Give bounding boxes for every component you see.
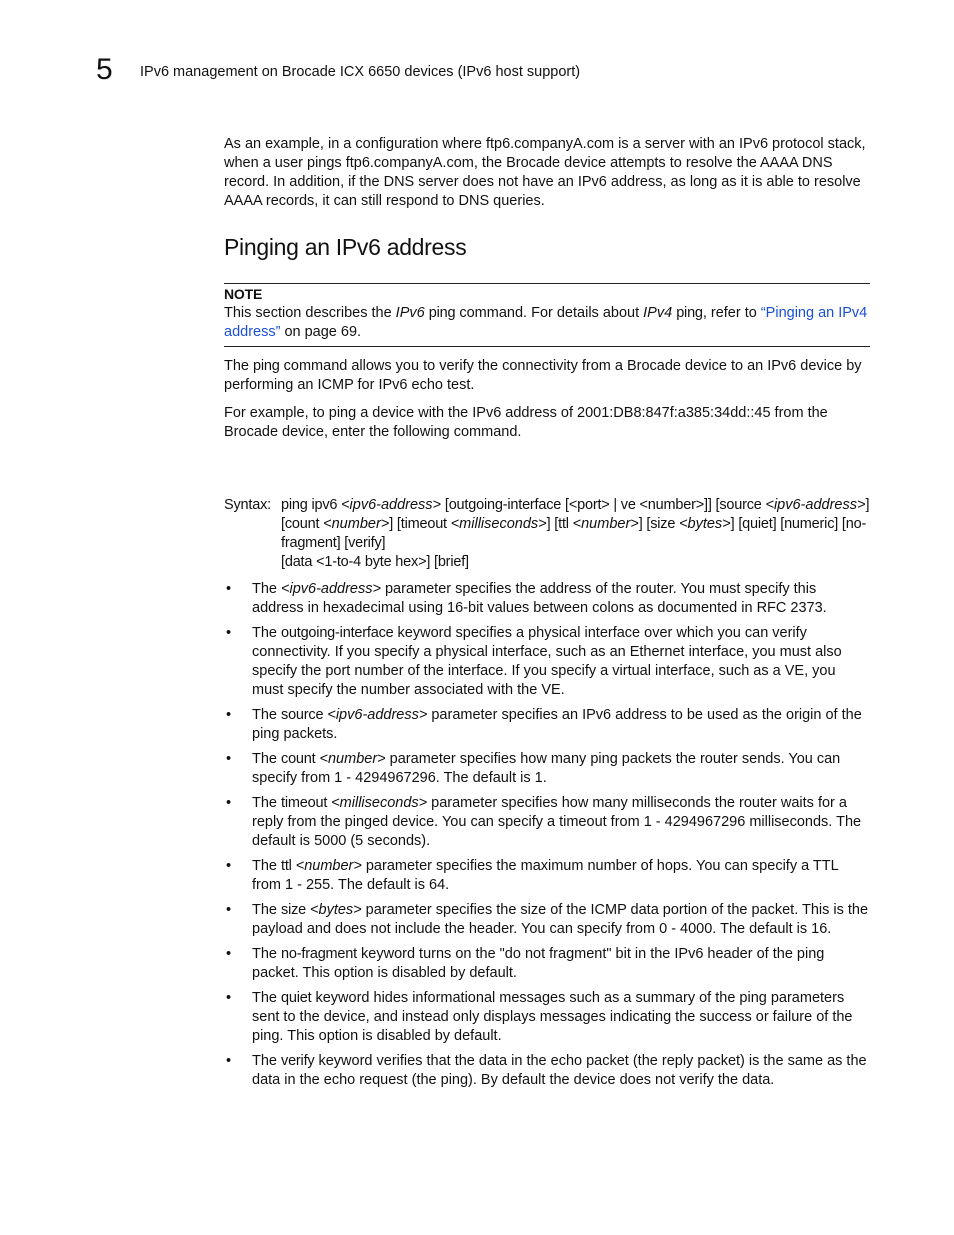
bullet-text: The: [252, 990, 282, 1006]
bullet-param: <ipv6-address>: [281, 581, 381, 597]
section-title: Pinging an IPv6 address: [224, 234, 467, 260]
bullet-text: parameter specifies the address of the router. You must specify this address in hexadecimal using 16-bit values between colons as documented in RFC 2373.: [252, 581, 827, 616]
bullet-text: parameter specifies how many ping packets the router sends. You can specify from 1 - 4294967296. The default is 1.: [252, 751, 841, 786]
parameter-list: [224, 580, 870, 1096]
list-item: [224, 580, 870, 618]
syntax-part: ] [timeout: [389, 516, 451, 532]
bullet-text: The: [252, 751, 282, 767]
bullet-text: The: [252, 858, 282, 874]
bullet-icon: •: [226, 946, 232, 962]
bullet-text: The: [252, 1053, 282, 1069]
syntax-part: ] [size: [638, 516, 680, 532]
syntax-param: <number>: [323, 516, 390, 532]
syntax-param: <bytes>: [679, 516, 731, 532]
syntax-block: [224, 496, 870, 572]
bullet-param: <bytes>: [306, 902, 362, 918]
ping-keyword: ping: [253, 358, 280, 374]
syntax-param: <milliseconds>: [450, 516, 547, 532]
note-ipv6-term: IPv6: [395, 305, 425, 321]
list-item: [224, 794, 870, 851]
bullet-text: keyword turns on the "do not fragment" bit in the IPv6 header of the ping packet. This option is disabled by default.: [252, 946, 825, 981]
ping-description-paragraph: [224, 357, 870, 395]
bullet-text: The: [252, 902, 282, 918]
bullet-icon: •: [226, 902, 232, 918]
note-ipv4-term: IPv4: [643, 305, 673, 321]
bullet-text: parameter specifies how many milliseconds the router waits for a reply from the pinged device. You can specify a timeout from 1 - 4294967296 milliseconds. The default is 5000 (5 seconds).: [252, 795, 862, 849]
bullet-icon: •: [226, 707, 232, 723]
note-text-part: command. For details about: [455, 305, 644, 321]
chapter-number: 5: [96, 53, 113, 86]
syntax-param: <ipv6-address>: [765, 497, 866, 513]
bullet-keyword: verify: [281, 1053, 315, 1069]
bullet-text: The: [252, 625, 282, 641]
note-text-part: This section describes the: [224, 305, 396, 321]
note-bottom-rule: [224, 346, 870, 347]
bullet-keyword: ttl: [281, 858, 292, 874]
note-text-part: on page 69.: [280, 324, 362, 340]
bullet-param: <number>: [291, 858, 362, 874]
bullet-keyword: source: [281, 707, 324, 723]
bullet-keyword: outgoing-interface: [281, 625, 394, 641]
note-ping-keyword: ping: [428, 305, 456, 321]
example-paragraph: For example, to ping a device with the IPv6 address of 2001:DB8:847f:a385:34dd::45 from the Brocade device, enter the following command.: [224, 405, 828, 440]
syntax-part: [outgoing-interface [<port> | ve <number>]] [source: [441, 497, 766, 513]
note-top-rule: [224, 283, 870, 284]
bullet-text: keyword verifies that the data in the echo packet (the reply packet) is the same as the data in the echo request (the ping). By default the device does not verify the data.: [252, 1053, 867, 1088]
bullet-icon: •: [226, 1053, 232, 1069]
list-item: [224, 750, 870, 788]
bullet-text: keyword hides informational messages such as a summary of the ping parameters sent to the device, and instead only displays messages indicating the success or failure of the ping. This option is disabled by default.: [252, 990, 853, 1044]
bullet-icon: •: [226, 990, 232, 1006]
bullet-text: parameter specifies the maximum number of hops. You can specify a TTL from 1 - 255. The default is 64.: [252, 858, 839, 893]
intro-paragraph: As an example, in a configuration where ftp6.companyA.com is a server with an IPv6 protocol stack, when a user pings ftp6.companyA.com, the Brocade device attempts to resolve the AAAA DNS record. In addition, if the DNS server does not have an IPv6 address, as long as it is able to resolve AAAA records, it can still respond to DNS queries.: [224, 136, 866, 209]
para-text-part: command allows you to verify the connectivity from a Brocade device to an IPv6 device by performing an ICMP for IPv6 echo test.: [224, 358, 862, 393]
bullet-keyword: no-fragment: [281, 946, 357, 962]
syntax-part: ping ipv6: [281, 497, 342, 513]
bullet-text: parameter specifies an IPv6 address to be used as the origin of the ping packets.: [252, 707, 862, 742]
bullet-param: <ipv6-address>: [323, 707, 428, 723]
syntax-body: [281, 496, 870, 572]
syntax-label: Syntax:: [224, 497, 271, 513]
list-item: [224, 901, 870, 939]
syntax-part: ] [ttl: [546, 516, 573, 532]
syntax-param: <ipv6-address>: [341, 497, 442, 513]
bullet-keyword: quiet: [281, 990, 312, 1006]
note-ping-keyword: ping: [676, 305, 703, 321]
running-header-title: IPv6 management on Brocade ICX 6650 devices (IPv6 host support): [140, 64, 581, 80]
bullet-icon: •: [226, 795, 232, 811]
list-item: [224, 945, 870, 983]
xref-pinging-ipv4-link[interactable]: “Pinging an IPv4 address”: [224, 305, 868, 340]
syntax-param: <number>: [572, 516, 639, 532]
list-item: [224, 989, 870, 1046]
bullet-icon: •: [226, 858, 232, 874]
bullet-text: The: [252, 795, 282, 811]
note-text: [224, 304, 870, 342]
list-item: [224, 857, 870, 895]
bullet-param: <number>: [315, 751, 386, 767]
bullet-keyword: size: [281, 902, 307, 918]
bullet-icon: •: [226, 751, 232, 767]
syntax-part: [data <1-to-4 byte hex>] [brief]: [281, 554, 469, 570]
bullet-text: keyword specifies a physical interface over which you can verify connectivity. If you specify a physical interface, such as an Ethernet interface, you must also specify the port number of the interface. If you specify a virtual interface, such as a VE, you must specify the number associated with the VE.: [252, 625, 842, 698]
note-label: NOTE: [224, 286, 263, 302]
syntax-part: ] [quiet] [numeric] [no-fragment] [verify]: [281, 516, 867, 551]
bullet-icon: •: [226, 625, 232, 641]
bullet-text: The: [252, 581, 282, 597]
bullet-text: The: [252, 707, 282, 723]
para-text-part: The: [224, 358, 254, 374]
bullet-text: The: [252, 946, 282, 962]
bullet-keyword: timeout: [281, 795, 328, 811]
list-item: [224, 624, 870, 700]
syntax-part: ] [count: [281, 497, 870, 532]
bullet-icon: •: [226, 581, 232, 597]
list-item: [224, 1052, 870, 1090]
bullet-keyword: count: [281, 751, 316, 767]
bullet-text: parameter specifies the size of the ICMP data portion of the packet. This is the payload and does not include the header. You can specify from 0 - 4000. The default is 16.: [252, 902, 869, 937]
list-item: [224, 706, 870, 744]
note-text-part: , refer to: [702, 305, 761, 321]
bullet-param: <milliseconds>: [327, 795, 428, 811]
